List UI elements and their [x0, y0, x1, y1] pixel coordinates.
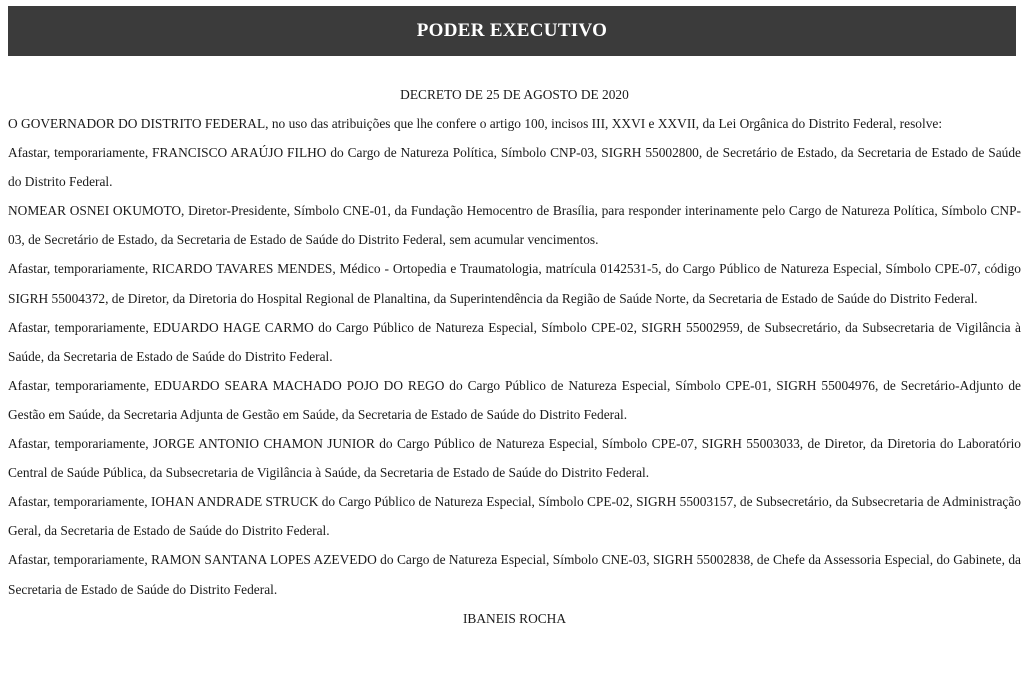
decree-article: Afastar, temporariamente, EDUARDO HAGE CARMO do Cargo Público de Natureza Especial, Símbolo CPE-02, SIGRH 55002959, de Subsecretário, da Subsecretaria de Vigilância à Saúde, da Secretaria de Estado de Saúde do Distrito Federal. — [8, 319, 1021, 364]
decree-title: DECRETO DE 25 DE AGOSTO DE 2020 — [400, 87, 629, 102]
decree-article: Afastar, temporariamente, EDUARDO SEARA MACHADO POJO DO REGO do Cargo Público de Natureza Especial, Símbolo CPE-01, SIGRH 55004976, de Secretário-Adjunto de Gestão em Saúde, da Secretaria Adjunta de Gestão em Saúde, da Secretaria de Estado de Saúde do Distrito Federal. — [8, 377, 1021, 422]
decree-article: Afastar, temporariamente, JORGE ANTONIO CHAMON JUNIOR do Cargo Público de Natureza Especial, Símbolo CPE-07, SIGRH 55003033, de Diretor, da Diretoria do Laboratório Central de Saúde Pública, da Subsecretaria de Vigilância à Saúde, da Secretaria de Estado de Saúde do Distrito Federal. — [8, 436, 1021, 481]
decree-article: Afastar, temporariamente, RICARDO TAVARES MENDES, Médico - Ortopedia e Traumatologia, matrícula 0142531-5, do Cargo Público de Natureza Especial, Símbolo CPE-07, código SIGRH 55004372, de Diretor, da Diretoria do Hospital Regional de Planaltina, da Superintendência da Região de Saúde Norte, da Secretaria de Estado de Saúde do Distrito Federal. — [8, 261, 1021, 306]
decree-article: Afastar, temporariamente, FRANCISCO ARAÚJO FILHO do Cargo de Natureza Política, Símbolo CNP-03, SIGRH 55002800, de Secretário de Estado, da Secretaria de Estado de Saúde do Distrito Federal. — [8, 145, 1021, 190]
decree-body — [8, 80, 1021, 633]
decree-preamble: O GOVERNADOR DO DISTRITO FEDERAL, no uso das atribuições que lhe confere o artigo 100, incisos III, XXVI e XXVII, da Lei Orgânica do Distrito Federal, resolve: — [8, 116, 943, 131]
section-header-title: PODER EXECUTIVO — [416, 20, 608, 41]
section-header-banner — [8, 6, 1016, 56]
decree-article: NOMEAR OSNEI OKUMOTO, Diretor-Presidente, Símbolo CNE-01, da Fundação Hemocentro de Brasília, para responder interinamente pelo Cargo de Natureza Política, Símbolo CNP-03, de Secretário de Estado, da Secretaria de Estado de Saúde do Distrito Federal, sem acumular vencimentos. — [8, 203, 1021, 248]
decree-signature: IBANEIS ROCHA — [462, 610, 567, 626]
decree-article: Afastar, temporariamente, IOHAN ANDRADE STRUCK do Cargo Público de Natureza Especial, Símbolo CPE-02, SIGRH 55003157, de Subsecretário, da Subsecretaria de Administração Geral, da Secretaria de Estado de Saúde do Distrito Federal. — [8, 494, 1021, 539]
decree-article: Afastar, temporariamente, RAMON SANTANA LOPES AZEVEDO do Cargo de Natureza Especial, Símbolo CNE-03, SIGRH 55002838, de Chefe da Assessoria Especial, do Gabinete, da Secretaria de Estado de Saúde do Distrito Federal. — [8, 552, 1021, 597]
